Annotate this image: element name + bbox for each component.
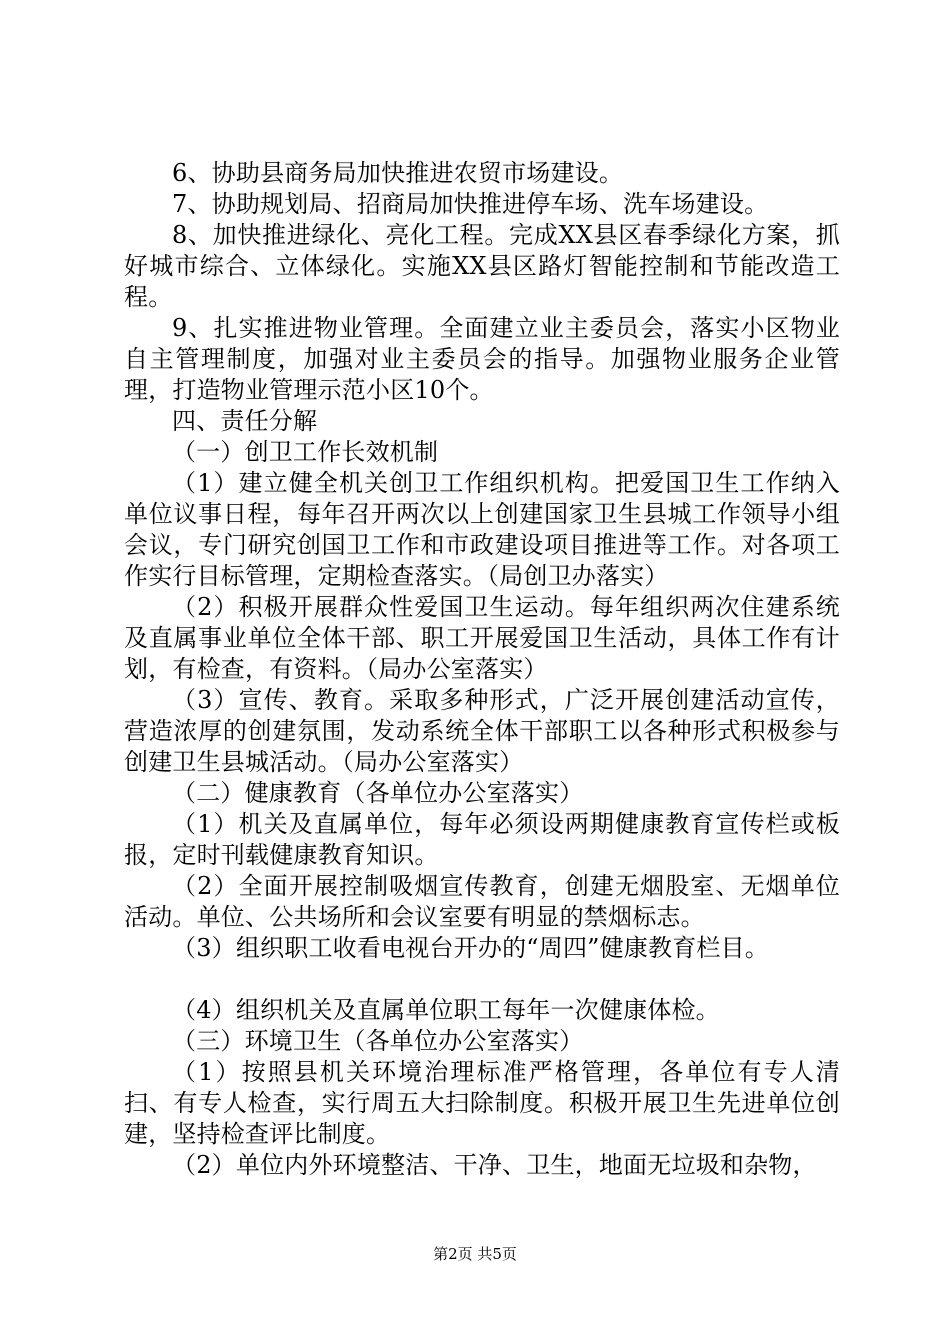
paragraph-mechanism-3: （3）宣传、教育。采取多种形式，广泛开展创建活动宣传，营造浓厚的创建氛围，发动系统全体干部职工以各种形式积极参与创建卫生县城活动。（局办公室落实） [124,686,840,776]
paragraph-mechanism-2: （2）积极开展群众性爱国卫生运动。每年组织两次住建系统及直属事业单位全体干部、职工开展爱国卫生活动，具体工作有计划，有检查，有资料。（局办公室落实） [124,593,840,683]
paragraph-health-1: （1）机关及直属单位，每年必须设两期健康教育宣传栏或板报，定时刊载健康教育知识。 [124,810,840,869]
subsection-heading-environment: （三）环境卫生（各单位办公室落实） [172,1027,584,1055]
page-number-footer: 第2页 共5页 [433,1245,517,1263]
blank-line [124,964,840,995]
paragraph-health-4: （4）组织机关及直属单位职工每年一次健康体检。 [172,996,720,1024]
paragraph-environment-2: （2）单位内外环境整洁、干净、卫生，地面无垃圾和杂物， [172,1151,817,1179]
subsection-heading-health-education: （二）健康教育（各单位办公室落实） [172,779,584,807]
paragraph-mechanism-1: （1）建立健全机关创卫工作组织机构。把爱国卫生工作纳入单位议事日程，每年召开两次以上创建国家卫生县城工作领导小组会议，专门研究创国卫工作和市政建设项目推进等工作。对各项工作实行目标管理，定期检查落实。（局创卫办落实） [124,469,840,590]
paragraph-health-2: （2）全面开展控制吸烟宣传教育，创建无烟股室、无烟单位活动。单位、公共场所和会议室要有明显的禁烟标志。 [124,872,840,931]
document-body [124,158,840,1181]
paragraph-health-3: （3）组织职工收看电视台开办的“周四”健康教育栏目。 [172,934,770,962]
paragraph-environment-1: （1）按照县机关环境治理标准严格管理，各单位有专人清扫、有专人检查，实行周五大扫除制度。积极开展卫生先进单位创建，坚持检查评比制度。 [124,1058,840,1148]
section-heading-responsibility: 四、责任分解 [172,407,318,435]
paragraph-item-6: 6、协助县商务局加快推进农贸市场建设。 [172,159,624,187]
paragraph-item-9: 9、扎实推进物业管理。全面建立业主委员会，落实小区物业自主管理制度，加强对业主委员会的指导。加强物业服务企业管理，打造物业管理示范小区10个。 [124,314,840,404]
subsection-heading-mechanism: （一）创卫工作长效机制 [172,438,439,466]
paragraph-item-7: 7、协助规划局、招商局加快推进停车场、洗车场建设。 [172,190,769,218]
paragraph-item-8: 8、加快推进绿化、亮化工程。完成XX县区春季绿化方案，抓好城市综合、立体绿化。实施XX县区路灯智能控制和节能改造工程。 [124,221,840,311]
